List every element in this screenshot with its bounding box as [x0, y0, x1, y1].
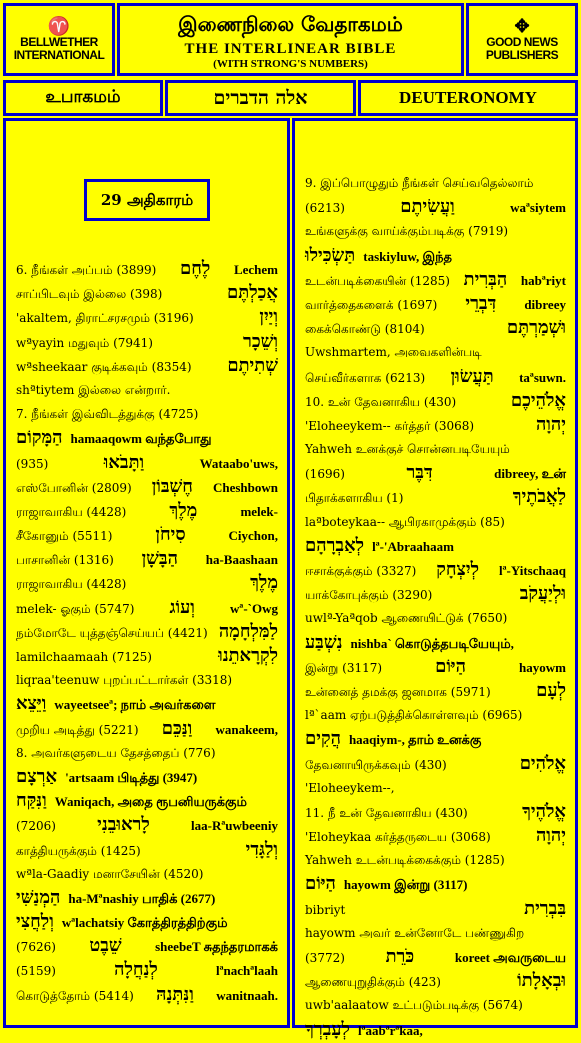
transliteration: 'artsaam பிடித்து (3947) — [65, 769, 198, 785]
verse-line — [16, 741, 278, 765]
transliteration: lªaabªrªkaa, — [357, 1022, 423, 1038]
hebrew-word: דִּבְרֵי — [465, 292, 497, 314]
transliteration: dibreey — [524, 296, 566, 312]
hebrew-word: לְיִצְחָק — [436, 559, 480, 580]
gloss-text: 'Eloheeykem-- கர்த்தர் (3068) — [305, 418, 475, 433]
book-tamil: உபாகமம் — [3, 80, 163, 116]
right-column — [292, 118, 578, 1040]
hebrew-word: וּשְׁמַרְתֶּם — [506, 317, 566, 339]
gloss-text: Yahweh உடன்படிக்கைக்கும் (1285) — [305, 853, 505, 868]
verse-line — [16, 983, 278, 1007]
bellwether-logo-text: BELLWETHER INTERNATIONAL — [13, 34, 105, 62]
title-english: THE INTERLINEAR BIBLE — [184, 41, 397, 57]
gloss-text: சாப்பிடவும் இல்லை (398) — [16, 287, 163, 302]
verse-line — [305, 800, 566, 824]
hebrew-word: לָראוּבֵנִי — [97, 814, 150, 836]
verse-line — [16, 934, 278, 958]
transliteration: sheebeT சுதந்தரமாகக் — [155, 939, 278, 955]
gloss-text: பாசானின் (1316) — [16, 553, 114, 568]
right-verses — [305, 171, 566, 1042]
gloss-text: ராஜாவாகிய (4428) — [16, 577, 127, 592]
transliteration: wanakeem, — [215, 721, 278, 737]
transliteration: taskiyluw, இந்த — [363, 248, 452, 264]
verse-line — [305, 655, 566, 679]
hebrew-word: וְלַחֲצִי — [16, 911, 54, 933]
transliteration: lª-Yitschaaq — [499, 563, 566, 578]
verse-line — [305, 195, 566, 219]
gloss-text: shªtiytem இல்லை என்றார். — [16, 382, 171, 397]
hebrew-word: יְהוָה — [535, 825, 566, 847]
hebrew-word: סִיחֹן — [155, 524, 186, 546]
gloss-text: ராஜாவாகிய (4428) — [16, 504, 127, 519]
gloss-text: உன்னைத் தமக்கு ஜனமாக (5971) — [305, 684, 491, 699]
verse-line — [305, 510, 566, 534]
hebrew-word: תַּשְׂכִּילוּ — [305, 244, 356, 266]
verse-line — [16, 620, 278, 644]
hebrew-word: וַתָּבֹאוּ — [103, 451, 145, 473]
verse-line — [16, 862, 278, 886]
hebrew-word: לְעָבְרְךָ — [305, 1018, 350, 1040]
gloss-text: ஈசாக்குக்கும் (3327) — [305, 564, 417, 578]
verse-line — [16, 958, 278, 982]
verse-line — [16, 644, 278, 668]
verse-line — [305, 824, 566, 848]
hebrew-word: וּבְאָלָתוֹ — [517, 970, 566, 992]
verse-line — [16, 789, 278, 813]
gloss-text: wªla-Gaadiy மனாசேயின் (4520) — [16, 866, 204, 881]
gloss-text: hayowm அவர் உன்னோடே பண்ணுகிற — [305, 925, 525, 940]
hebrew-word: מֶלֶךְ — [250, 572, 278, 594]
left-verses — [16, 257, 278, 1007]
transliteration: ha-Mªnashiy பாதிக் (2677) — [68, 890, 216, 906]
verse-line — [305, 340, 566, 364]
gloss-text: தேவனாயிருக்கவும் (430) — [305, 757, 447, 772]
transliteration: wªlachatsiy கோத்திரத்திற்கும் — [61, 915, 228, 931]
gloss-text: 'Eloheykaa கர்த்தருடைய (3068) — [305, 830, 491, 845]
gloss-text: உடன்படிக்கையின் (1285) — [305, 273, 450, 288]
hebrew-word: וְשֵׁכָר — [243, 330, 278, 352]
verse-line — [305, 703, 566, 727]
verse-line — [16, 571, 278, 595]
verse-line — [305, 219, 566, 243]
chapter-heading: 29 அதிகாரம் — [84, 179, 210, 221]
gloss-text: (3772) — [305, 951, 345, 965]
title-subtitle: (WITH STRONG'S NUMBERS) — [213, 58, 368, 70]
verse-line — [305, 606, 566, 630]
verse-line — [305, 1018, 566, 1042]
gloss-text: liqraa'teenuw புறப்பட்டார்கள் (3318) — [16, 673, 233, 688]
transliteration: habªriyt — [520, 272, 566, 288]
hebrew-word: אַרְצָם — [16, 765, 58, 787]
transliteration: wayeetseeª; நாம் அவர்களை — [54, 697, 216, 713]
verse-line — [305, 727, 566, 751]
hebrew-word: הֲקִים — [305, 728, 341, 750]
transliteration: dibreey, உன் — [494, 466, 566, 482]
gloss-text: 6. நீங்கள் அப்பம் (3899) — [16, 263, 157, 277]
gloss-text: இன்று (3117) — [305, 660, 383, 675]
gloss-text: (7206) — [16, 819, 56, 834]
verse-line — [16, 668, 278, 692]
hebrew-word: וַעֲשִׂיתֶם — [400, 196, 455, 218]
ram-icon: ♈ — [47, 15, 71, 37]
gloss-text: காத்தியருக்கும் (1425) — [16, 843, 141, 858]
verse-line — [16, 378, 278, 402]
hebrew-word: לְנַחֲלָה — [114, 959, 158, 981]
hebrew-word: לַאֲבֹתֶיךָ — [512, 486, 566, 508]
verse-line — [305, 921, 566, 945]
gloss-text: uwb'aalaatow உட்படும்படிக்கு (5674) — [305, 998, 523, 1013]
verse-line — [16, 305, 278, 329]
verse-line — [305, 437, 566, 461]
gloss-text: 8. அவர்களுடைய தேசத்தைப் (776) — [16, 745, 216, 760]
gloss-text: (1696) — [305, 467, 345, 482]
verse-line — [305, 897, 566, 921]
gloss-text: Yahweh உனக்குச் சொன்னபடியேயும் — [305, 442, 510, 457]
gloss-text: 'Eloheeykem--, — [305, 780, 395, 795]
transliteration: wanitnaah. — [216, 987, 278, 1003]
transliteration: nishba` கொடுத்தபடியேயும், — [350, 635, 514, 651]
hebrew-word: הַבָּשָׁן — [141, 548, 178, 570]
verse-line — [305, 413, 566, 437]
transliteration: wª-`Owg — [230, 600, 278, 616]
hebrew-word: לְאַבְרָהָם — [305, 534, 365, 556]
gloss-text: bibriyt — [305, 902, 346, 917]
transliteration: hamaaqowm வந்தபோது — [70, 431, 212, 447]
verse-line — [305, 244, 566, 268]
transliteration: melek- — [240, 503, 278, 519]
gloss-text: செய்வீர்களாக (6213) — [305, 370, 426, 385]
hebrew-word: הַיּוֹם — [435, 655, 467, 677]
transliteration: lªnachªlaah — [216, 963, 278, 979]
verse-line — [16, 402, 278, 426]
verse-line — [16, 475, 278, 499]
hebrew-word: כֹּרֵת — [385, 946, 415, 967]
gloss-text: melek- ஓகும் (5747) — [16, 601, 135, 616]
hebrew-word: וּלְיַעֲקֹב — [519, 583, 566, 605]
title-block — [117, 3, 464, 76]
transliteration: hayowm — [519, 659, 566, 675]
hebrew-word: וְלַגָּדִי — [245, 838, 278, 860]
lamp-icon: ✥ — [514, 15, 530, 37]
verse-line — [305, 534, 566, 558]
verse-line — [305, 389, 566, 413]
hebrew-word: וַנִּתְּנָהּ — [156, 983, 194, 1005]
verse-line — [16, 910, 278, 934]
transliteration: Wataabo'uws, — [199, 455, 278, 471]
gloss-text: wªyayin மதுவும் (7941) — [16, 335, 153, 350]
verse-line — [305, 365, 566, 389]
hebrew-word: לִקְרָאתֵנוּ — [218, 645, 278, 666]
verse-line — [16, 813, 278, 837]
hebrew-word: וַנַּכֵּם — [161, 717, 193, 739]
transliteration: hayowm இன்று (3117) — [343, 877, 468, 893]
verse-line — [16, 523, 278, 547]
transliteration: waªsiytem — [510, 200, 566, 216]
verse-line — [305, 945, 566, 969]
verse-line — [305, 776, 566, 800]
verse-line — [305, 316, 566, 340]
hebrew-word: יְהוָה — [535, 413, 566, 435]
hebrew-word: הַיּוֹם — [305, 873, 336, 895]
verse-line — [16, 499, 278, 523]
hebrew-word: הַמָּקוֹם — [16, 427, 63, 449]
hebrew-word: מֶלֶךְ — [169, 499, 198, 521]
hebrew-word: שְׁתִיתֶם — [227, 354, 278, 376]
verse-line — [305, 558, 566, 582]
gloss-text: 9. இப்பொழுதும் நீங்கள் செய்வதெல்லாம் — [305, 176, 534, 190]
gloss-text: 11. நீ உன் தேவனாகிய (430) — [305, 805, 468, 820]
goodnews-logo — [466, 3, 578, 76]
gloss-text: கொடுத்தோம் (5414) — [16, 988, 134, 1003]
book-hebrew: אלה הדברים — [165, 80, 356, 116]
verse-line — [305, 848, 566, 872]
verse-line — [305, 993, 566, 1017]
hebrew-word: הַבְּרִית — [463, 268, 508, 290]
gloss-text: Uwshmartem, அவைகளின்படி — [305, 345, 482, 360]
hebrew-word: דִּבֶּר — [406, 462, 433, 484]
verse-line — [305, 631, 566, 655]
verse-line — [16, 281, 278, 305]
gloss-text: எஸ்போனின் (2809) — [16, 480, 132, 495]
verse-line — [305, 679, 566, 703]
hebrew-word: לֶחֶם — [180, 258, 211, 279]
goodnews-logo-text: GOOD NEWS PUBLISHERS — [485, 34, 559, 62]
hebrew-word: וְעוֹג — [169, 596, 195, 618]
hebrew-word: וַנִּקַּח — [16, 790, 47, 812]
hebrew-word: אֲכַלְתֶּם — [227, 282, 278, 304]
transliteration: taªsuwn. — [519, 369, 566, 385]
title-tamil: இணைநிலை வேதாகமம் — [178, 12, 403, 36]
verse-line — [305, 461, 566, 485]
gloss-text: யாக்கோபுக்கும் (3290) — [305, 588, 433, 603]
transliteration: koreet அவருடைய — [454, 950, 566, 965]
left-column — [3, 118, 290, 1028]
gloss-text: பிதாக்களாகிய (1) — [305, 491, 404, 506]
gloss-text: uwlª-Yaªqob ஆணையிட்டுக் (7650) — [305, 611, 508, 626]
gloss-text: 'akaltem, திராட்சரசமும் (3196) — [16, 311, 194, 326]
verse-line — [16, 354, 278, 378]
gloss-text: lamilchaamaah (7125) — [16, 650, 152, 664]
verse-line — [305, 969, 566, 993]
transliteration: ha-Baashaan — [205, 552, 278, 568]
hebrew-word: לַמִּלְחָמָה — [218, 620, 278, 642]
hebrew-word: הַמְנַשִּׁי — [16, 886, 61, 908]
hebrew-word: אֱלֹהִים — [519, 752, 566, 774]
gloss-text: ஆணையுறுதிக்கும் (423) — [305, 975, 441, 990]
gloss-text: 10. உன் தேவனாகிய (430) — [305, 394, 457, 409]
verse-line — [16, 257, 278, 281]
verse-line — [305, 485, 566, 509]
gloss-text: (5159) — [16, 964, 56, 979]
hebrew-word: בִּבְרִית — [524, 897, 566, 919]
hebrew-word: שֵׁבֶט — [89, 935, 122, 957]
hebrew-word: חֶשְׁבּוֹן — [151, 475, 193, 497]
verse-line — [16, 838, 278, 862]
transliteration: lª-'Abraahaam — [372, 538, 454, 554]
verse-line — [16, 547, 278, 571]
transliteration: Ciychon, — [228, 528, 278, 544]
transliteration: haaqiym-, தாம் உனக்கு — [348, 732, 482, 748]
gloss-text: (7626) — [16, 940, 56, 955]
verse-line — [16, 596, 278, 620]
verse-line — [16, 765, 278, 789]
hebrew-word: נִשְׁבַּע — [305, 631, 343, 653]
verse-line — [305, 582, 566, 606]
verse-line — [305, 171, 566, 195]
transliteration: Waniqach, அதை ரூபனியருக்கும் — [54, 794, 247, 810]
hebrew-word: וְיַיִן — [259, 306, 278, 328]
hebrew-word: אֱלֹהֶיךָ — [522, 800, 566, 822]
verse-line — [16, 692, 278, 716]
gloss-text: நம்மோடே யுத்தஞ்செய்யப் (4421) — [16, 625, 208, 640]
gloss-text: (935) — [16, 456, 49, 471]
gloss-text: lª`aam ஏற்படுத்திக்கொள்ளவும் (6965) — [305, 708, 523, 723]
verse-line — [16, 330, 278, 354]
transliteration: laa-Rªuwbeeniy — [191, 818, 278, 834]
hebrew-word: אֱלֹהֵיכֶם — [510, 389, 566, 411]
verse-line — [305, 752, 566, 776]
bellwether-logo — [3, 3, 115, 76]
verse-line — [305, 292, 566, 316]
transliteration: Cheshbown — [212, 479, 278, 495]
verse-line — [305, 268, 566, 292]
book-english: DEUTERONOMY — [358, 80, 578, 116]
gloss-text: உங்களுக்கு வாய்க்கும்படிக்கு (7919) — [305, 224, 509, 239]
verse-line — [16, 426, 278, 450]
gloss-text: சீகோனும் (5511) — [16, 529, 113, 544]
verse-line — [16, 886, 278, 910]
gloss-text: laªboteykaa-- ஆபிரகாமுக்கும் (85) — [305, 514, 505, 529]
hebrew-word: תַּעֲשׂוּן — [450, 365, 494, 387]
transliteration: Lechem — [233, 262, 278, 277]
gloss-text: முறிய அடித்து (5221) — [16, 722, 139, 737]
gloss-text: 7. நீங்கள் இவ்விடத்துக்கு (4725) — [16, 407, 199, 422]
hebrew-word: לְעָם — [536, 679, 566, 701]
gloss-text: (6213) — [305, 201, 345, 216]
verse-line — [16, 717, 278, 741]
verse-line — [305, 872, 566, 896]
gloss-text: வார்த்தைகளைக் (1697) — [305, 297, 438, 312]
gloss-text: wªsheekaar குடிக்கவும் (8354) — [16, 359, 192, 374]
hebrew-word: וַיֵּצֵא — [16, 693, 47, 715]
gloss-text: கைக்கொண்டு (8104) — [305, 322, 425, 337]
verse-line — [16, 451, 278, 475]
